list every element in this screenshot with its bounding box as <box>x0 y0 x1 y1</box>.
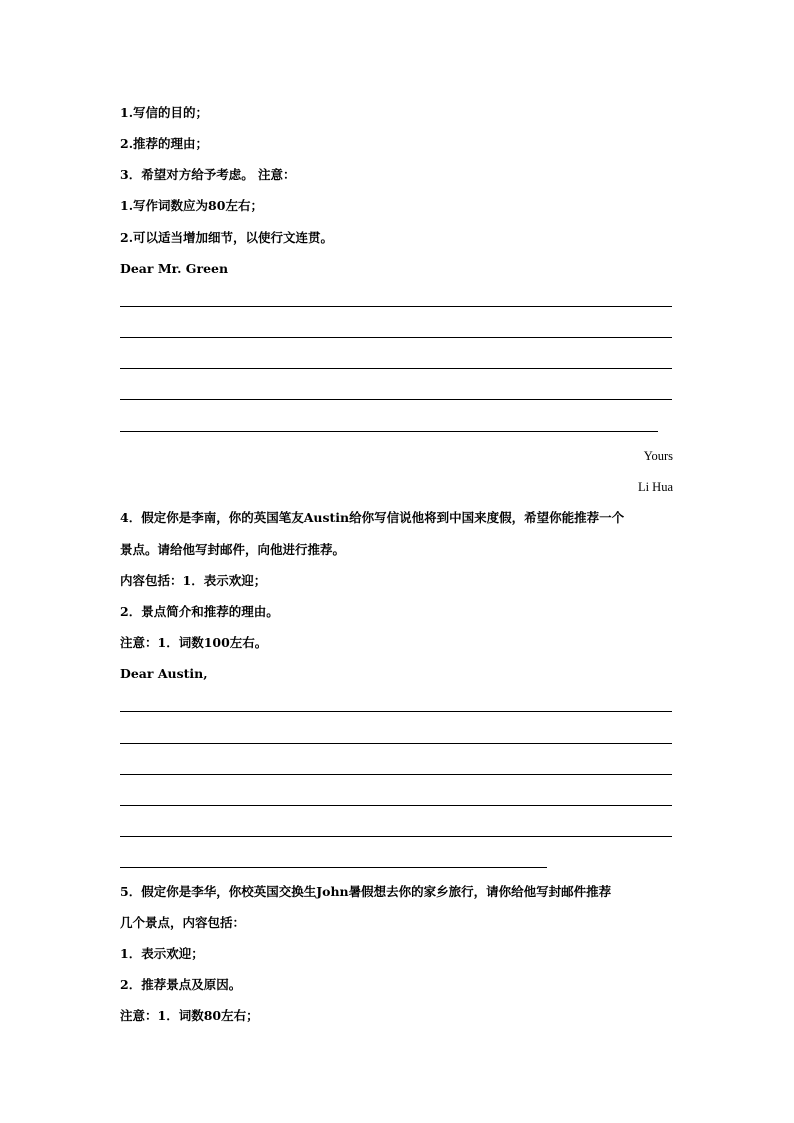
writing-line <box>120 774 672 775</box>
note-2: 2.可以适当增加细节，以使行文连贯。 <box>120 230 334 245</box>
writing-line <box>120 368 672 369</box>
requirement-2: 2.推荐的理由； <box>120 136 209 151</box>
q5-prompt-line-1: 5．假定你是李华，你校英国交换生John暑假想去你的家乡旅行，请你给他写封邮件推荐 <box>120 884 612 899</box>
q4-prompt-line-2: 景点。请给他写封邮件，向他进行推荐。 <box>120 542 346 557</box>
q5-content-2: 2．推荐景点及原因。 <box>120 977 242 992</box>
closing-yours: Yours <box>643 449 673 463</box>
salutation-austin: Dear Austin, <box>120 666 208 681</box>
q5-prompt-line-2: 几个景点，内容包括： <box>120 915 246 930</box>
writing-line <box>120 337 672 338</box>
signature-li-hua: Li Hua <box>637 480 673 494</box>
q5-content-1: 1．表示欢迎； <box>120 946 204 961</box>
q4-prompt-line-1: 4．假定你是李南，你的英国笔友Austin给你写信说他将到中国来度假，希望你能推荐一个 <box>120 510 625 525</box>
note-1: 1.写作词数应为80左右； <box>120 198 263 213</box>
writing-line <box>120 711 672 712</box>
q4-note: 注意：1．词数100左右。 <box>120 635 268 650</box>
writing-line <box>120 867 547 868</box>
salutation-green: Dear Mr. Green <box>120 261 229 276</box>
q5-note: 注意：1．词数80左右； <box>120 1008 259 1023</box>
writing-line <box>120 306 672 307</box>
writing-line <box>120 399 672 400</box>
writing-line <box>120 743 672 744</box>
q4-content-1: 内容包括：1．表示欢迎； <box>120 573 267 588</box>
writing-line <box>120 836 672 837</box>
q4-content-2: 2．景点简介和推荐的理由。 <box>120 604 279 619</box>
requirement-3: 3．希望对方给予考虑。 注意： <box>120 167 296 182</box>
writing-line <box>120 431 658 432</box>
writing-line <box>120 805 672 806</box>
requirement-1: 1.写信的目的； <box>120 105 209 120</box>
